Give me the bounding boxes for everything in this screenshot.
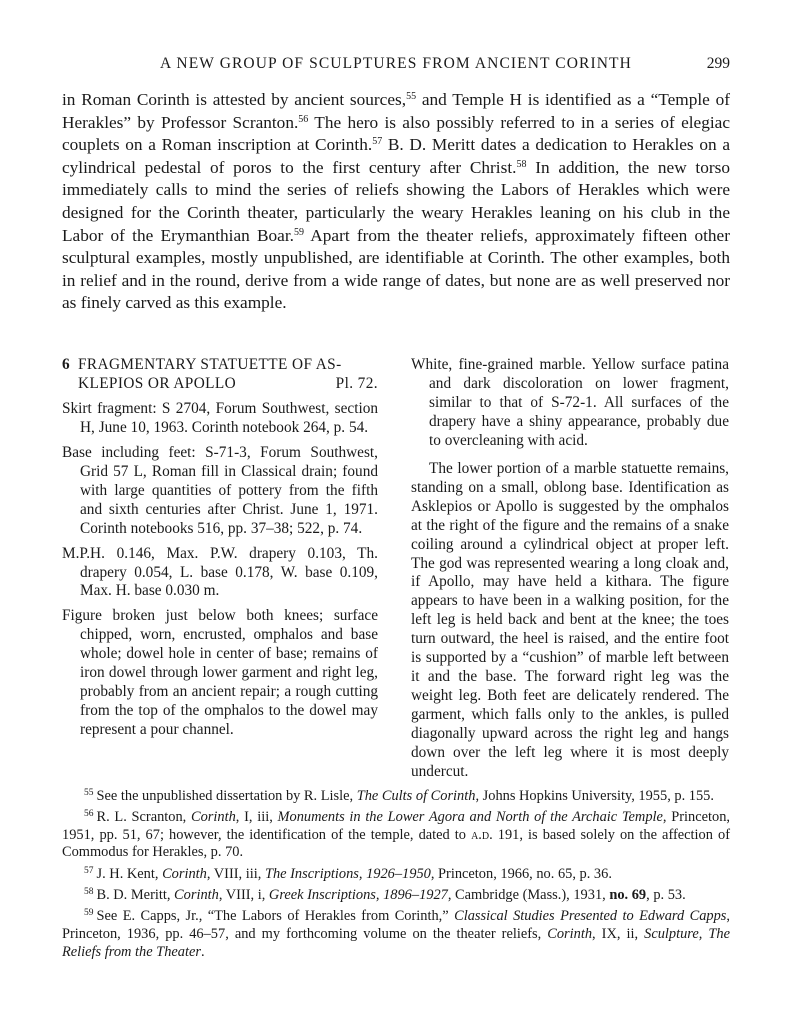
condition-entry: Figure broken just below both knees; surface chipped, worn, encrusted, omphalos and base whole; dowel hole in center of base; remains of iron dowel through lower garment and right leg, probably from an ancient repair; a rough cutting from the top of the omphalos to the dowel may represent a pour channel. (62, 607, 378, 739)
intro-paragraph (62, 89, 730, 315)
intro-text: In addition, the new torso immediately calls to mind the series of reliefs showing the Labors of Herakles which were designed for the Corinth theater, particularly the weary Herakles leaning on his club in the Labor of the Erymanthian Boar. (62, 157, 730, 245)
description-paragraph: The lower portion of a marble statuette remains, standing on a small, oblong base. Identification as Asklepios or Apollo is suggested by the omphalos at the right of the figure and the remains of a snake coiling around a cylindrical object at proper left. The god was represented wearing a long cloak and, if Apollo, may have held a kithara. The figure appears to have been in a walking position, for the left leg is held back and bent at the knee; the toes turn outward, the heel is raised, and the entire foot is supported by a “cushion” of marble left between it and the base. The forward right leg was the weight leg. Both feet are delicately rendered. The garment, which falls only to the ankles, is pulled diagonally upward across the right leg and hangs down over the left leg where it is most deeply undercut. (411, 459, 729, 781)
catalog-heading (62, 356, 378, 394)
footnote-56: $^{56}$ R. L. Scranton, Corinth, I, iii, Monuments in the Lower Agora and North of the Archaic Temple, Princeton, 1951, pp. 51, 67; however, the identification of the temple, dated to a.d. 191, is based solely on the affection of Commodus for Herakles, p. 70. (62, 809, 730, 861)
running-title: A NEW GROUP OF SCULPTURES FROM ANCIENT CORINTH (160, 55, 632, 72)
footnote-57: $^{57}$ J. H. Kent, Corinth, VIII, iii, The Inscriptions, 1926–1950, Princeton, 1966, no. 65, p. 36. (84, 865, 612, 882)
footnotes (62, 788, 730, 965)
catalog-title-line: FRAGMENTARY STATUETTE OF AS- (78, 356, 342, 373)
footnote-number: 56 (84, 809, 94, 820)
footnote-number: 59 (84, 908, 94, 919)
intro-text: B. D. Meritt dates a dedication to Herakles on a cylindrical pedestal of poros to the first century after Christ. (62, 135, 730, 177)
footnote-ref-59[interactable]: 59 (293, 226, 304, 238)
catalog-entry-right-column (411, 356, 729, 782)
footnote-ref-58[interactable]: 58 (516, 158, 527, 170)
catalog-title-line: KLEPIOS OR APOLLO (78, 374, 237, 392)
footnote-58: $^{58}$ B. D. Meritt, Corinth, VIII, i, Greek Inscriptions, 1896–1927, Cambridge (Mass.), 1931, no. 69, p. 53. (84, 887, 686, 904)
page-number: 299 (706, 55, 730, 72)
intro-text: The hero is also possibly referred to in a series of elegiac couplets on a Roman inscription at Corinth. (62, 112, 730, 155)
catalog-entry-left-column (62, 356, 378, 740)
footnote-number: 58 (84, 887, 94, 898)
base-entry: Base including feet: S-71-3, Forum Southwest, Grid 57 L, Roman fill in Classical drain; found with large quantities of pottery from the fifth and sixth centuries after Christ. June 1, 1971. Corinth notebooks 516, pp. 37–38; 522, p. 74. (62, 443, 378, 537)
footnote-55: $^{55}$ See the unpublished dissertation by R. Lisle, The Cults of Corinth, Johns Hopkins University, 1955, p. 155. (84, 788, 714, 804)
footnote-ref-55[interactable]: 55 (406, 91, 417, 102)
intro-text: in Roman Corinth is attested by ancient sources, (62, 90, 407, 109)
footnote-number: 57 (84, 865, 94, 876)
catalog-number: 6 (62, 356, 70, 373)
footnote-59: $^{59}$ See E. Capps, Jr., “The Labors of Herakles from Corinth,” Classical Studies Presented to Edward Capps, Princeton, 1936, pp. 46–57, and my forthcoming volume on the theater reliefs, Corinth, IX, ii, Sculpture, The Reliefs from the Theater. (62, 908, 731, 960)
dimensions-entry: M.P.H. 0.146, Max. P.W. drapery 0.103, Th. drapery 0.054, L. base 0.178, W. base 0.109, Max. H. base 0.030 m. (62, 544, 378, 600)
intro-text: Apart from the theater reliefs, approximately fifteen other sculptural examples, mostly unpublished, are identifiable at Corinth. The other examples, both in relief and in the round, derive from a wide range of dates, but none are as well preserved nor as finely carved as this example. (62, 225, 730, 313)
skirt-fragment-entry: Skirt fragment: S 2704, Forum Southwest, section H, June 10, 1963. Corinth notebook 264, p. 54. (62, 399, 378, 436)
intro-text: and Temple H is identified as a “Temple of Herakles” by Professor Scranton. (62, 90, 730, 132)
plate-reference: Pl. 72. (335, 374, 378, 392)
footnote-ref-57[interactable]: 57 (372, 136, 383, 148)
footnote-number: 55 (84, 788, 94, 798)
footnote-ref-56[interactable]: 56 (298, 113, 309, 125)
running-header (62, 55, 730, 79)
material-entry: White, fine-grained marble. Yellow surface patina and dark discoloration on lower fragment, similar to that of S-72-1. All surfaces of the drapery have a shiny appearance, probably due to overcleaning with acid. (411, 356, 729, 449)
catalog-title (78, 356, 378, 394)
